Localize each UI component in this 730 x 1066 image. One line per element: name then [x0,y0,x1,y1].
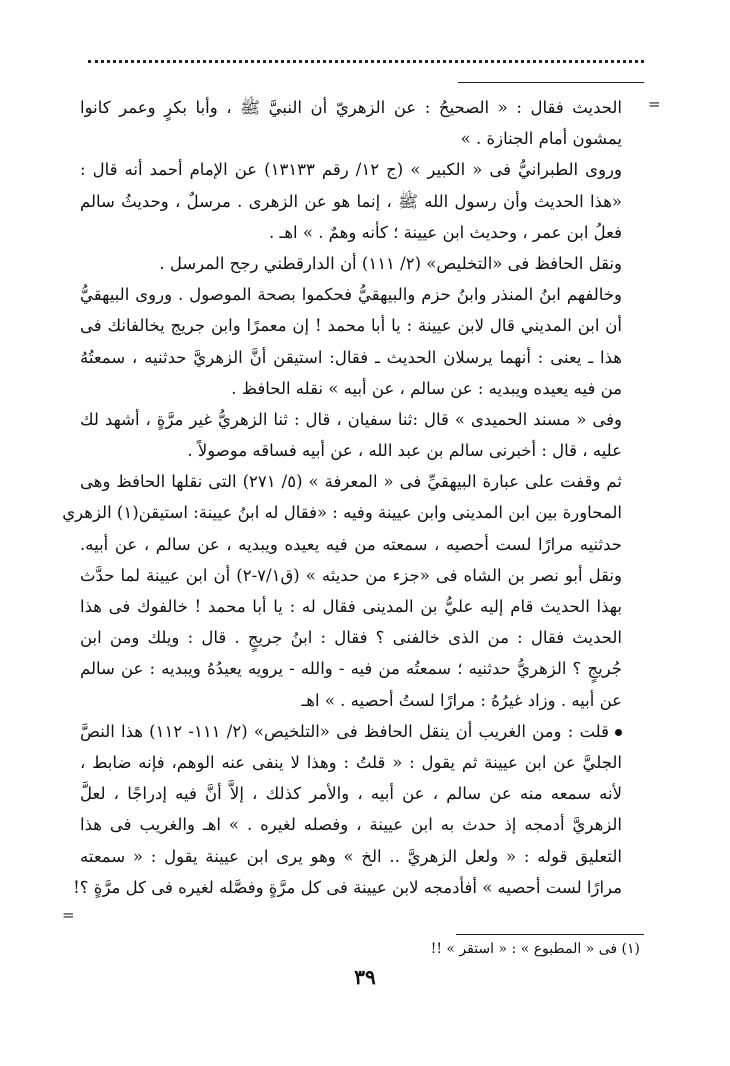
text-line: وخالفهم ابنُ المنذر وابنُ حزم والبيهقيُّ فحكموا بصحة الموصول . وروى البيهقيُّ [80,285,622,305]
text-line: من فيه يعيده ويبديه : عن سالم ، عن أبيه » نقله الحافظ . [231,378,622,398]
text-line: قلت : ومن الغريب أن ينقل الحافظ فى «التلخيص» (٢/ ١١١- ١١٢) هذا النصَّ [80,721,609,741]
text-line: الحديث فقال : « الصحيحُ : عن الزهريّ أن النبيَّ ﷺ ، وأبا بكرٍ وعمر كانوا [80,98,622,117]
text-line: حدثنيه مرارًا لست أحصيه ، سمعته من فيه يعيده ويبديه ، عن سالم ، عن أبيه. [80,534,622,554]
text-line: ثم وقفت على عبارة البيهقيِّ فى « المعرفة » (٥/ ٢٧١) التى نقلها الحافظ وهى [80,472,622,492]
header-dotted-rule [88,60,644,63]
text-line: الحديث فقال : من الذى خالفنى ؟ فقال : ابنُ جريجٍ . قال : ويلك ومن ابن [80,628,622,648]
text-line: يمشون أمام الجنازة . » [460,129,622,149]
text-line: مرارًا لست أحصيه » أفأدمجه لابن عيينة فى كل مرَّةٍ وفصَّله لغيره فى كل مرَّةٍ ؟! [73,877,622,897]
text-line: «هذا الحديث وأن رسول الله ﷺ ، إنما هو عن الزهرى . مرسلٌ ، وحديثُ سالم [80,191,622,211]
text-line: ونقل أبو نصر بن الشاه فى «جزء من حديثه » (ق٧/١-٢) أن ابن عيينة لما حدَّث [80,565,622,585]
text-line: جُريجٍ ؟ الزهريُّ حدثنيه ؛ سمعتُه من فيه - والله - يرويه يعيدُهُ ويبديه : عن سالم [80,659,622,679]
text-line: هذا ـ يعنى : أنهما يرسلان الحديث ـ فقال: استيقن أنَّ الزهريَّ حدثنيه ، سمعتُهُ [80,347,622,367]
text-line: عن أبيه . وزاد غيرُهُ : مرارًا لستُ أحصيه . » اهـ [301,690,622,710]
text-line: بهذا الحديث قام إليه عليُّ بن المدينى فقال له : يا أبا محمد ! خالفوك فى هذا [80,597,622,616]
margin-mark-top: = [648,95,661,113]
margin-mark-bottom: = [62,906,75,924]
text-line: الزهريَّ أدمجه إذ حدث به ابن عيينة ، وفصله لغيره . » اهـ والغريب فى هذا [80,815,622,835]
text-line: المحاورة بين ابن المدينى وابن عيينة وفيه : «فقال له ابنُ عيينة: استيقن(١) الزهري [62,503,622,523]
text-line: وروى الطبرانيُّ فى « الكبير » (ج ١٢/ رقم ١٣١٣٣) عن الإمام أحمد أنه قال : [80,160,622,180]
text-line: فعلُ ابن عمر ، وحديث ابن عيينة ؛ كأنه وهمٌ . » اهـ . [269,222,622,242]
text-line: لأنه سمعه منه عن سالم ، عن أبيه ، والأمر كذلك ، إلاَّ أنَّ فيه إدراجًا ، لعلَّ [80,784,622,804]
text-line: التعليق قوله : « ولعل الزهريَّ .. الخ » وهو يرى ابن عيينة يقول : « سمعته [80,846,622,866]
bullet-icon [615,729,622,736]
text-line: وفى « مسند الحميدى » قال :ثنا سفيان ، قال : ثنا الزهريُّ غير مرَّةٍ ، أشهد لك [80,409,622,429]
text-line: الجليَّ عن ابن عيينة ثم يقول : « قلتُ : وهذا لا ينفى عنه الوهم، فإنه ضابط ، [80,752,622,772]
bullet-line [80,716,622,747]
text-line: أن ابن المديني قال لابن عيينة : يا أبا محمد ! إن معمرًا وابن جريج يخالفانك فى [80,316,622,336]
header-solid-rule [458,82,644,83]
page-number: ٣٩ [354,965,376,989]
text-line: عليه ، قال : أخبرنى سالم بن عبد الله ، عن أبيه فساقه موصولاً . [187,441,622,461]
footnote: (١) فى « المطبوع » : « استقر » !! [430,941,640,957]
text-line: ونقل الحافظ فى «التخليص» (٢/ ١١١) أن الدارقطني رجح المرسل . [159,253,622,273]
footnote-rule [456,934,644,935]
main-text [62,92,622,903]
